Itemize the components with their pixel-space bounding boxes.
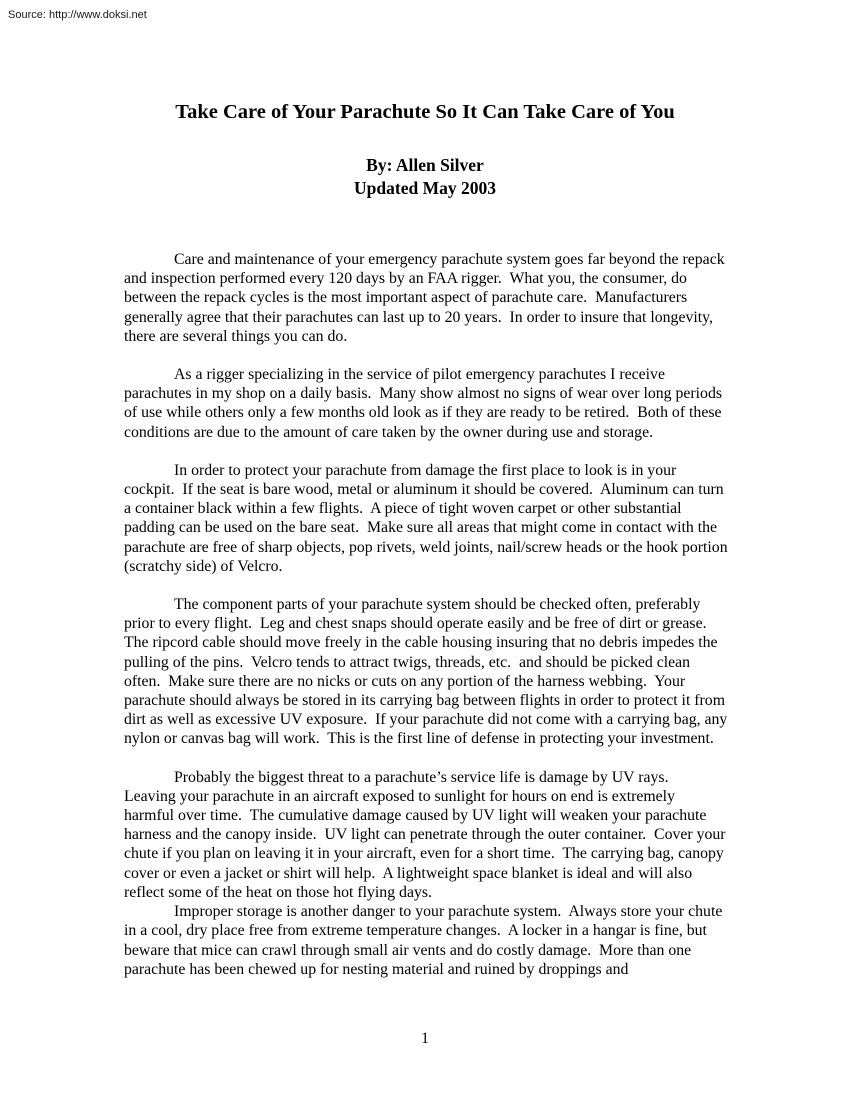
paragraph: Care and maintenance of your emergency parachute system goes far beyond the repack and inspection performed every 120 days by an FAA rigger. What you, the consumer, do between the repack cycles is the most important aspect of parachute care. Manufacturers generally agree that their parachutes can last up to 20 years. In order to insure that longevity, there are several things you can do. (124, 251, 729, 345)
paragraph: The component parts of your parachute system should be checked often, preferably prior to every flight. Leg and chest snaps should operate easily and be free of dirt or grease. The ripcord cable should move freely in the cable housing insuring that no debris impedes the pulling of the pins. Velcro tends to attract twigs, threads, etc. and should be picked clean often. Make sure there are no nicks or cuts on any portion of the harness webbing. Your parachute should always be stored in its carrying bag between flights in order to protect it from dirt as well as excessive UV exposure. If your parachute did not come with a carrying bag, any nylon or canvas bag will work. This is the first line of defense in protecting your investment. (124, 596, 732, 748)
document-body (124, 250, 732, 979)
byline-group (0, 154, 850, 200)
paragraph: In order to protect your parachute from damage the first place to look is in your cockpit. If the seat is bare wood, metal or aluminum it should be covered. Aluminum can turn a container black within a few flights. A piece of tight woven carpet or other substantial padding can be used on the bare seat. Make sure all areas that might come in contact with the parachute are free of sharp objects, pop rivets, weld joints, nail/screw heads or the hook portion (scratchy side) of Velcro. (124, 461, 732, 575)
paragraph: Improper storage is another danger to your parachute system. Always store your chute in a cool, dry place free from extreme temperature changes. A locker in a hangar is fine, but beware that mice can crawl through small air vents and do costly damage. More than one parachute has been chewed up for nesting material and ruined by droppings and (124, 903, 727, 978)
source-url-label: Source: http://www.doksi.net (8, 9, 147, 21)
paragraph: Probably the biggest threat to a parachute’s service life is damage by UV rays. Leaving your parachute in an aircraft exposed to sunlight for hours on end is extremely harmful over time. The cumulative damage caused by UV light will weaken your parachute harness and the canopy inside. UV light can penetrate through the outer container. Cover your chute if you plan on leaving it in your aircraft, even for a short time. The carrying bag, canopy cover or even a jacket or shirt will help. A lightweight space blanket is ideal and will also reflect some of the heat on those hot flying days. (124, 768, 730, 901)
document-title: Take Care of Your Parachute So It Can Take Care of You (175, 101, 675, 123)
paragraph: As a rigger specializing in the service of pilot emergency parachutes I receive parachutes in my shop on a daily basis. Many show almost no signs of wear over long periods of use while others only a few months old look as if they are ready to be retired. Both of these conditions are due to the amount of care taken by the owner during use and storage. (124, 366, 726, 441)
updated-date: Updated May 2003 (354, 178, 496, 198)
byline: By: Allen Silver (366, 155, 484, 175)
page-number: 1 (421, 1030, 429, 1047)
